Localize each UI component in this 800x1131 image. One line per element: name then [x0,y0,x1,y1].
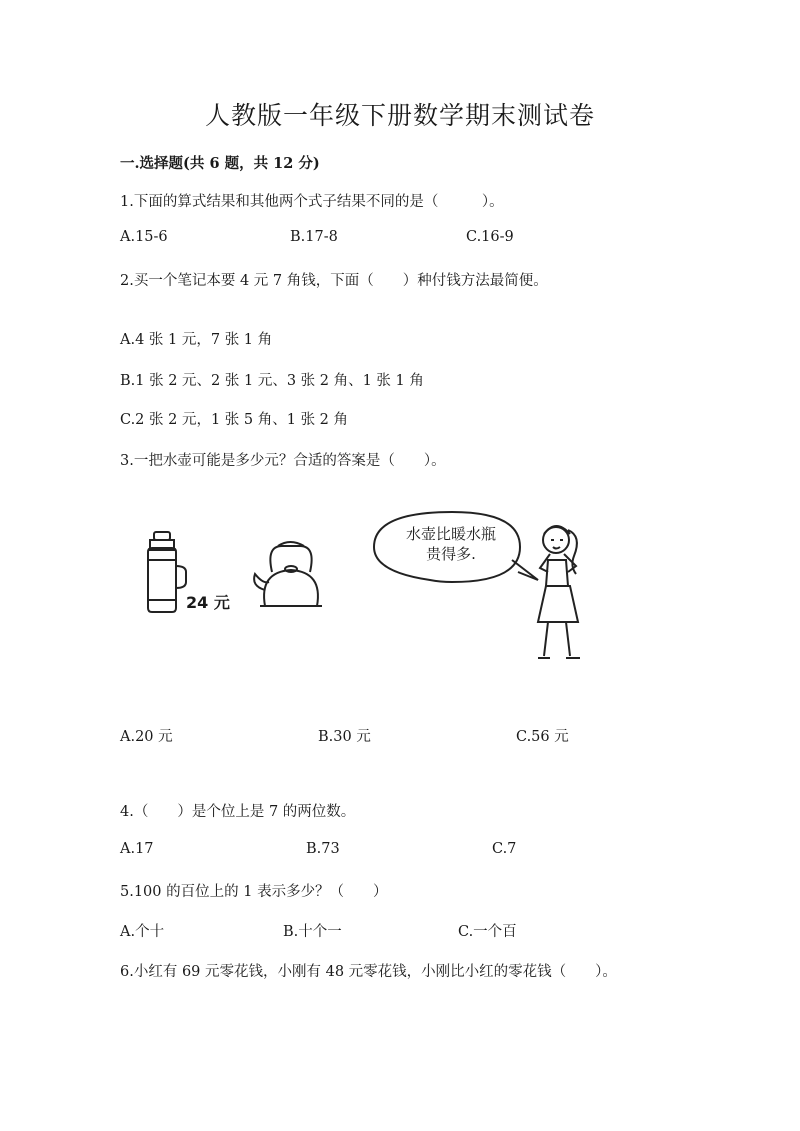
question-4-option-a: A.17 [120,841,154,857]
question-2-option-b: B.1 张 2 元、2 张 1 元、3 张 2 角、1 张 1 角 [120,373,424,389]
question-2-option-c: C.2 张 2 元，1 张 5 角、1 张 2 角 [120,412,349,428]
thermos-price: 24 元 [186,593,230,612]
question-1-option-b: B.17-8 [290,229,338,245]
question-3-option-c: C.56 元 [516,729,569,745]
thermos-icon [148,532,186,612]
speech-bubble-line-1: 水壶比暖水瓶 [405,525,496,543]
question-3-option-b: B.30 元 [318,729,371,745]
question-2-option-a: A.4 张 1 元，7 张 1 角 [120,332,273,348]
question-4-stem: 4.（ ）是个位上是 7 的两位数。 [120,804,356,820]
question-4-option-c: C.7 [492,841,517,857]
question-3-stem: 3.一把水壶可能是多少元？合适的答案是（ ）。 [120,453,446,469]
question-5-option-b: B.十个一 [283,924,342,940]
kettle-icon [254,542,322,606]
question-1-option-a: A.15-6 [120,229,168,245]
question-4-option-b: B.73 [306,841,340,857]
speech-bubble-line-2: 贵得多. [426,545,476,563]
section-heading: 一.选择题(共 6 题，共 12 分) [120,155,320,172]
page-title: 人教版一年级下册数学期末测试卷 [204,101,595,130]
question-5-option-a: A.个十 [120,924,165,940]
question-5-option-c: C.一个百 [458,924,517,940]
question-6-stem: 6.小红有 69 元零花钱，小刚有 48 元零花钱，小刚比小红的零花钱（ ）。 [120,964,617,980]
question-3-figure [120,500,620,700]
question-5-stem: 5.100 的百位上的 1 表示多少？（ ） [120,884,388,900]
speech-bubble-text [392,524,510,564]
question-2-stem: 2.买一个笔记本要 4 元 7 角钱，下面（ ）种付钱方法最简便。 [120,273,548,289]
girl-icon [538,526,580,658]
question-1-stem: 1.下面的算式结果和其他两个式子结果不同的是（ ）。 [120,194,504,210]
question-1-option-c: C.16-9 [466,229,514,245]
question-3-option-a: A.20 元 [120,729,173,745]
